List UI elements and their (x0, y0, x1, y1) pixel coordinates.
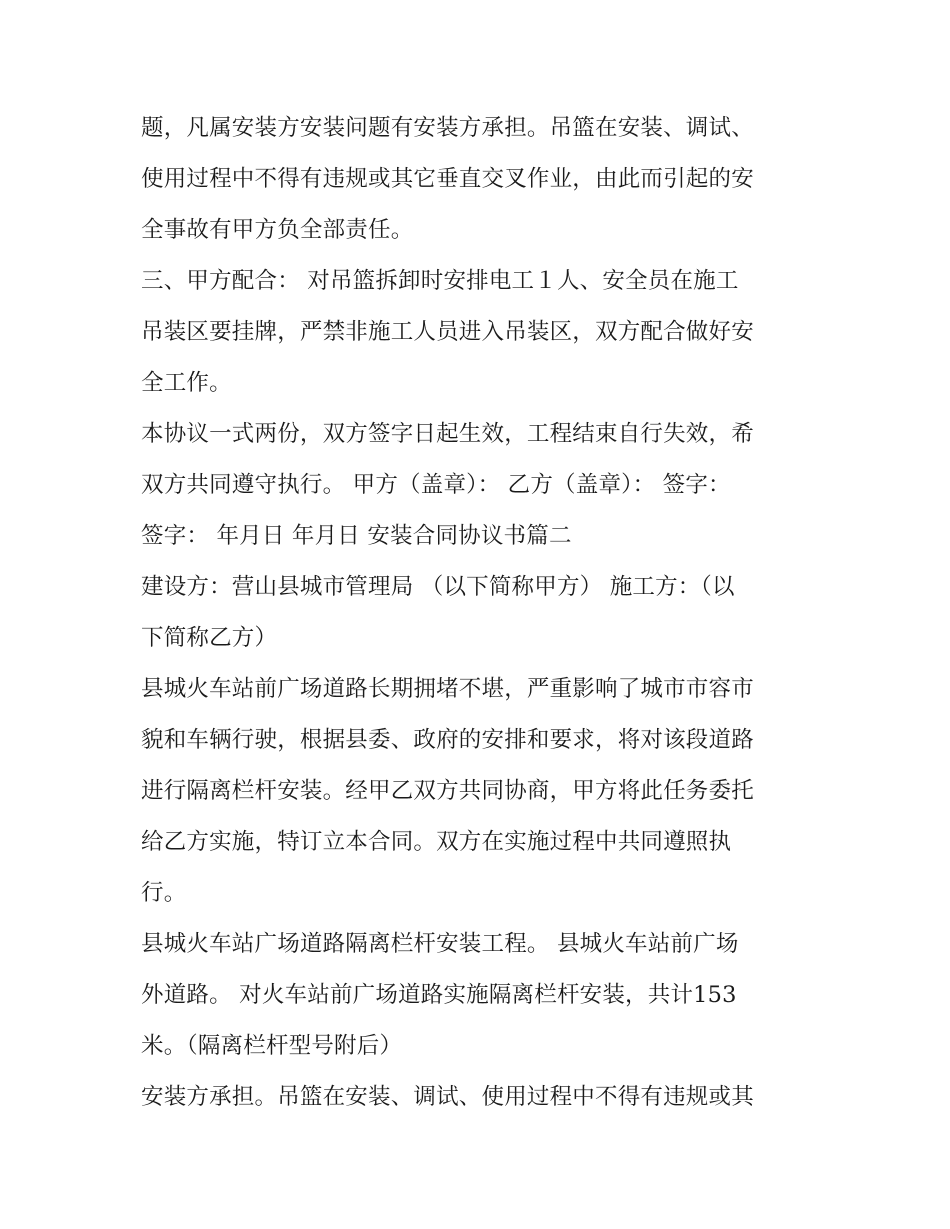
text-line: 题，凡属安装方安装问题有安装方承担。吊篮在安装、调试、 (141, 115, 754, 141)
text-line: 安装方承担。吊篮在安装、调试、使用过程中不得有违规或其 (141, 1084, 754, 1110)
text-line: 貌和车辆行驶，根据县委、政府的安排和要求，将对该段道路 (141, 727, 754, 753)
text-line: 县城火车站前广场道路长期拥堵不堪，严重影响了城市市容市 (141, 676, 754, 702)
text-line: 行。 (141, 880, 187, 906)
text-line: 全事故有甲方负全部责任。 (141, 217, 414, 243)
text-line: 给乙方实施，特订立本合同。双方在实施过程中共同遵照执 (141, 829, 732, 855)
text-line: 三、甲方配合： 对吊篮拆卸时安排电工１人、安全员在施工 (141, 268, 739, 294)
text-line: 全工作。 (141, 370, 232, 396)
text-line: 双方共同遵守执行。 甲方（盖章）： 乙方（盖章）： 签字： (141, 472, 731, 498)
text-line: 县城火车站广场道路隔离栏杆安装工程。 县城火车站前广场 (141, 931, 739, 957)
text-line: 下简称乙方） (141, 625, 278, 651)
text-line: 外道路。 对火车站前广场道路实施隔离栏杆安装，共计153 (141, 982, 737, 1008)
text-line: 使用过程中不得有违规或其它垂直交叉作业，由此而引起的安 (141, 166, 754, 192)
text-line: 本协议一式两份，双方签字日起生效，工程结束自行失效，希 (141, 421, 754, 447)
text-line: 吊装区要挂牌，严禁非施工人员进入吊装区，双方配合做好安 (141, 319, 754, 345)
text-line: 建设方：营山县城市管理局 （以下简称甲方） 施工方：（以 (141, 574, 735, 600)
document-body (141, 103, 831, 1123)
text-line: 米。（隔离栏杆型号附后） (141, 1033, 403, 1059)
text-line: 签字： 年月日 年月日 安装合同协议书篇二 (141, 523, 572, 549)
text-line: 进行隔离栏杆安装。经甲乙双方共同协商，甲方将此任务委托 (141, 778, 754, 804)
